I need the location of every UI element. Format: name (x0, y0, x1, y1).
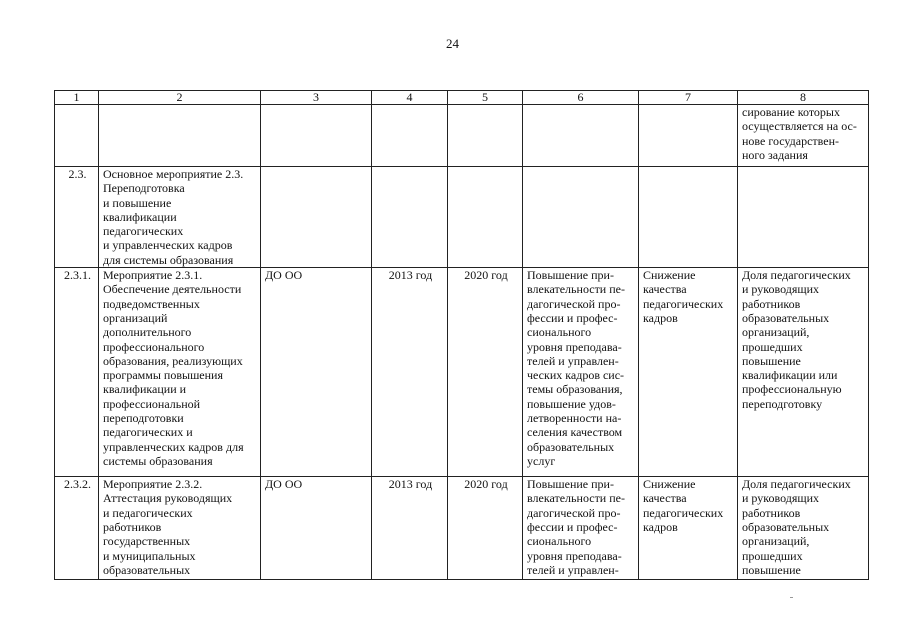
column-header: 2 (99, 91, 261, 105)
expected-result-cell: Повышение при- влекательности пе- дагогической про- фессии и профес- сионального уровня преподава- телей и управлен- ческих кадров сис- темы образования, повышение удов- летворенности на- селения качеством образовательных услуг (523, 268, 639, 477)
expected-result-cell (523, 167, 639, 268)
table-row (55, 477, 869, 580)
activities-table (54, 90, 869, 580)
table-header-row (55, 91, 869, 105)
indicator-cell: Доля педагогических и руководящих работников образовательных организаций, прошедших повышение квалификации или профессиональную переподготовку (738, 268, 869, 477)
activity-name-cell: Основное мероприятие 2.3. Переподготовка и повышение квалификации педагогических и управленческих кадров для системы образования (99, 167, 261, 268)
indicator-cell: Доля педагогических и руководящих работников образовательных организаций, прошедших повышение (738, 477, 869, 580)
table-row (55, 268, 869, 477)
column-header: 6 (523, 91, 639, 105)
start-year-cell (372, 167, 448, 268)
activity-name-cell: Мероприятие 2.3.2. Аттестация руководящих и педагогических работников государственных и муниципальных образовательных (99, 477, 261, 580)
end-year-cell (448, 167, 523, 268)
executor-cell (261, 167, 372, 268)
executor-cell (261, 105, 372, 167)
row-number-cell: 2.3. (55, 167, 99, 268)
start-year-cell: 2013 год (372, 268, 448, 477)
consequence-cell (639, 167, 738, 268)
column-header: 5 (448, 91, 523, 105)
column-header: 3 (261, 91, 372, 105)
end-year-cell: 2020 год (448, 477, 523, 580)
scan-artifact (790, 597, 793, 598)
column-header: 4 (372, 91, 448, 105)
row-number-cell: 2.3.1. (55, 268, 99, 477)
activity-name-cell (99, 105, 261, 167)
column-header: 7 (639, 91, 738, 105)
row-number-cell: 2.3.2. (55, 477, 99, 580)
row-number-cell (55, 105, 99, 167)
end-year-cell (448, 105, 523, 167)
activity-name-cell: Мероприятие 2.3.1. Обеспечение деятельности подведомственных организаций дополнительного профессионального образования, реализующих программы повышения квалификации и профессиональной переподготовки педагогических и управленческих кадров для системы образования (99, 268, 261, 477)
column-header: 1 (55, 91, 99, 105)
executor-cell: ДО ОО (261, 268, 372, 477)
executor-cell: ДО ОО (261, 477, 372, 580)
expected-result-cell: Повышение при- влекательности пе- дагогической про- фессии и профес- сионального уровня преподава- телей и управлен- (523, 477, 639, 580)
consequence-cell: Снижение качества педагогических кадров (639, 268, 738, 477)
start-year-cell: 2013 год (372, 477, 448, 580)
column-header: 8 (738, 91, 869, 105)
page-number: 24 (446, 36, 459, 51)
table-row (55, 167, 869, 268)
consequence-cell: Снижение качества педагогических кадров (639, 477, 738, 580)
expected-result-cell (523, 105, 639, 167)
table-row (55, 105, 869, 167)
indicator-cell (738, 167, 869, 268)
start-year-cell (372, 105, 448, 167)
indicator-cell: сирование которых осуществляется на ос- нове государствен- ного задания (738, 105, 869, 167)
consequence-cell (639, 105, 738, 167)
end-year-cell: 2020 год (448, 268, 523, 477)
